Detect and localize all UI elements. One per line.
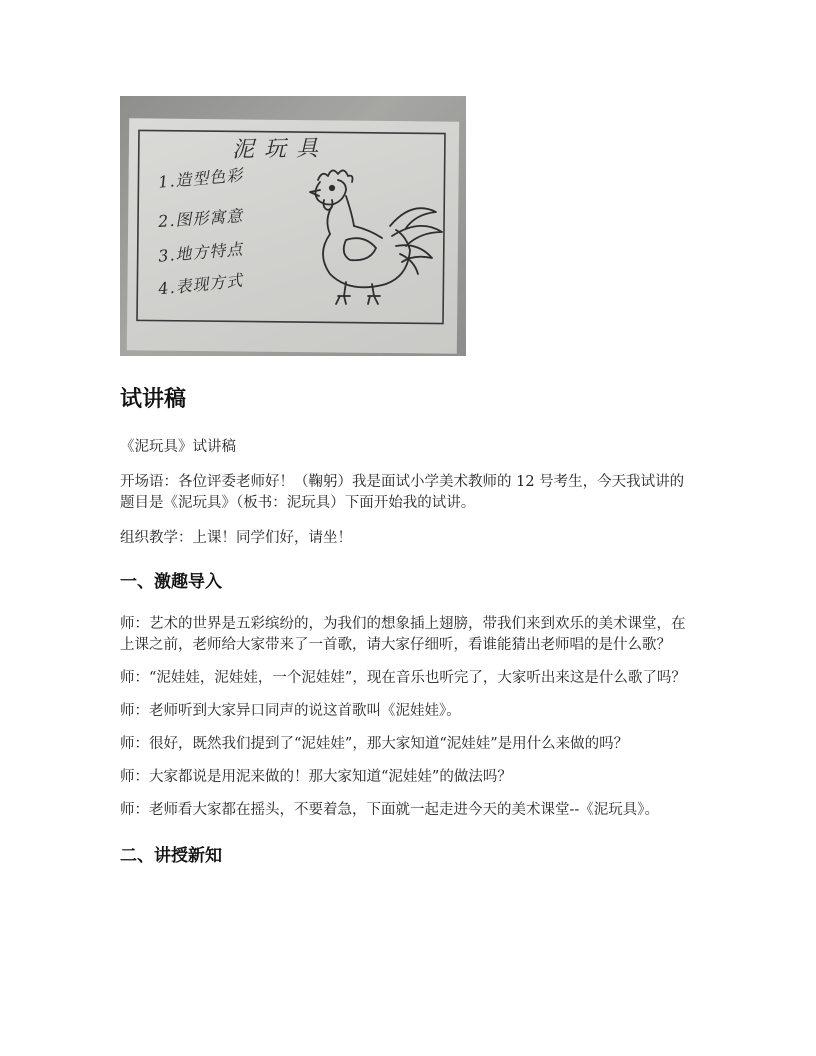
subtitle-paragraph: 《泥玩具》试讲稿 [120, 439, 236, 455]
section1-paragraph-3: 师：老师听到大家异口同声的说这首歌叫《泥娃娃》。 [120, 703, 461, 719]
board-item-2: 2.图形寓意 [157, 206, 244, 231]
board-title: 泥玩具 [231, 136, 329, 163]
section1-paragraph-4: 师：很好，既然我们提到了“泥娃娃”，那大家知道“泥娃娃”是用什么来做的吗？ [120, 736, 629, 752]
document-page [120, 96, 696, 866]
section1-paragraph-5: 师：大家都说是用泥来做的！那大家知道“泥娃娃”的做法吗？ [120, 769, 512, 785]
board-item-3: 3.地方特点 [157, 239, 245, 266]
section-heading-2: 二、讲授新知 [120, 846, 222, 866]
organize-paragraph: 组织教学：上课！同学们好，请坐！ [120, 530, 352, 546]
blackboard-sketch-photo [120, 96, 466, 356]
board-item-4: 4.表现方式 [157, 270, 245, 299]
opening-paragraph: 开场语：各位评委老师好！（鞠躬）我是面试小学美术教师的 12 号考生，今天我试讲的题目是《泥玩具》（板书：泥玩具）下面开始我的试讲。 [120, 474, 685, 511]
section1-paragraph-1: 师：艺术的世界是五彩缤纷的，为我们的想象插上翅膀，带我们来到欢乐的美术课堂，在上课之前，老师给大家带来了一首歌，请大家仔细听，看谁能猜出老师唱的是什么歌？ [120, 616, 686, 653]
board-item-1: 1.造型色彩 [157, 165, 245, 192]
section-heading-1: 一、激趣导入 [120, 572, 222, 592]
section1-paragraph-6: 师：老师看大家都在摇头，不要着急，下面就一起走进今天的美术课堂--《泥玩具》。 [120, 802, 660, 818]
document-title: 试讲稿 [120, 387, 187, 412]
section1-paragraph-2: 师：“泥娃娃，泥娃娃，一个泥娃娃”，现在音乐也听完了，大家听出来这是什么歌了吗？ [120, 670, 686, 686]
